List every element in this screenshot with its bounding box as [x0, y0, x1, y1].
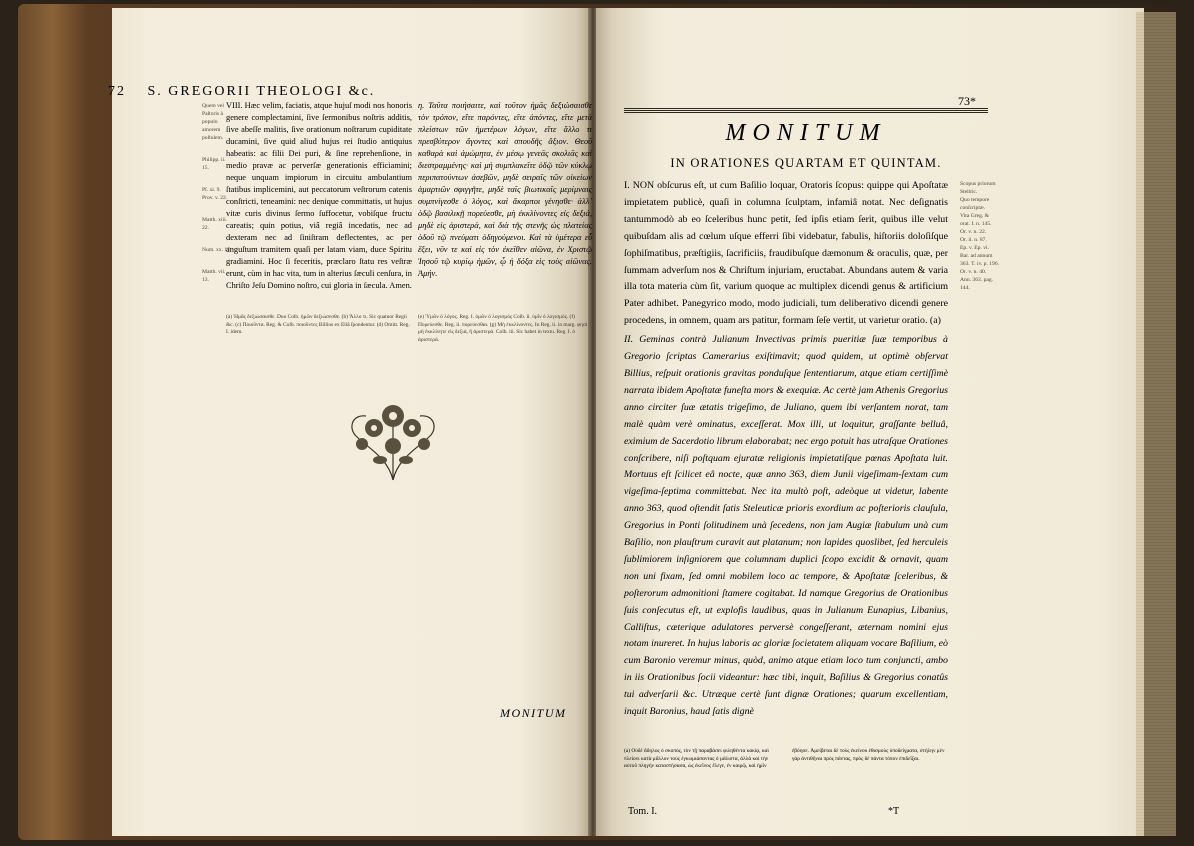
right-footnote: (a) Οὐδὲ ἄδηλος ὁ σκοπός, τὸν τῇ παραβάσει φιληθέντα κακίᾳ, καὶ πλείονι κατὰ μᾶλλον τοὺς ἐγκωμιάσαντας ὁ μάλιστα, ἀλλὰ καὶ τὴν αὐτοῦ πληγὴν καταστήσασα, ὡς ἐκεῖνος ἔλεγε, ἐν καιρῷ, καὶ ἡμῖν ἐβόησε. Ἀμείβεται δὲ τοὺς ἐκείνου ἐθισμοὺς ὑποδείγματα, στήλην μὲν γὰρ ἀντιθῆναι πρὸς πάντας, πρὸς δὲ πάντα τόπον ἐπιδεῖξαι.: [624, 748, 945, 769]
right-note: Ann. 363. pag. 144.: [960, 277, 994, 291]
right-margin-notes: [960, 180, 1000, 292]
page-edges: [1136, 12, 1176, 836]
latin-footnotes: (a) Ἡμᾶς δεξιώσαισθε. Duo Colb. ἡμῶν δεξιώσεσθε. (b) Ἄλλο τι. Sic quatuor Regii &c. (c) Ποιοῦντα. Reg. & Colb. ποιοῦντες Billius ex Eliâ ſpondentur. (d) Omitt. Reg. I. idem.: [226, 314, 410, 335]
latin-column: VIII. Hæc velim, faciatis, atque hujuſ modi nos honoris genere complectamini, ſive ſermonibus noſtris additis, ſive abeſſe malitis, ſive orationum noſtrarum cupiditate ducamini, ſive quid aliud hujus rei ſtudio antiquius habeatis: ac filii Dei puri, & ſine reprehenſione, in medio pravæ ac perverſæ generationis efficiamini; neque unquam impiorum in circuitu ambulantium ſtatibus implicemini, aut peccatorum veſtrorum catenis conſtricti, teneamini: nec denique committatis, ut hujus vitæ curis divinus ſermo ſuffocetur, vobiſque fructu careatis; quin potius, viâ regiâ incedatis, nec ad dexteram nec ad ſiniſtram deflectentes, ac per anguſtum tramitem quaſi per latam viam, duce Spiritu gradiamini. Hoc ſi feceritis, præclaro ſtatu res veſtræ erunt, cùm in hac vita, tum in alterius ſæculi cenſura, in Chriſto Jeſu Domino noſtro, cui gloria in ſæcula. Amen.: [226, 101, 412, 290]
left-note: Pſ. xi. 9. Prov. v. 22.: [202, 187, 228, 201]
left-note: Matth. xiii. 22.: [202, 217, 228, 231]
right-note: Quo tempore conſcriptæ.: [960, 197, 990, 211]
catchword: MONITUM: [500, 706, 567, 720]
left-running-head: [108, 84, 375, 100]
section-title: MONITUM: [725, 120, 887, 146]
right-note: Or. ii. n. 87.: [960, 237, 987, 243]
paragraph-1: I. NON obſcurus eſt, ut cum Baſilio loquar, Oratoris ſcopus: quippe qui Apoſtatæ impietatem publicè, quaſi in columna ſculptam, infamiâ notat. Nec deſignatis tantummodò ab eo ſceleribus hunc petit, ſed ipſis etiam ſerit, quibus ille velut quibuſdam alis ad cœlum uſque efferri ſibi videbatur, fabulis, hiſtoriis doloſiſque ſophiſmatibus, præſtigiis, ſacrificiis, fraudibuſque dæmonum & oraculis, quæ, per ſummam adverſum nos & Chriſtum injuriam, eructabat. Abundans autem & varia illa tota materia cùm ſit, varium quoque ac multiplex dicendi genus & artificium Pater adhibet. Panegyrico modo, modo judiciali, tum deliberativo dicendi genere procedens, in omnem, quam ars patitur, formam ſeſe vertit, ut varietur oratio. (a): [624, 180, 948, 327]
top-rule: [624, 108, 988, 111]
left-note: Philipp. ii. 15.: [202, 157, 226, 171]
floral-ornament-icon: [338, 388, 448, 488]
left-running-title: S. GREGORII THEOLOGI &c.: [147, 84, 376, 99]
signature-mark: *T: [888, 806, 900, 817]
top-rule-thin: [624, 112, 988, 113]
left-note: Quem vel Paſtoris à populo amorem poſtulem.: [202, 103, 224, 141]
right-page-number: 73*: [958, 94, 976, 108]
greek-column: η. Ταῦτα ποιήσαιτε, καὶ τοῦτον ἡμᾶς δεξιώσαισθε τὸν τρόπον, εἴτε παρόντες, εἴτε ἀπόντες, εἴτε μετὰ πλείστων τῶν ἡμετέρων λόγων, εἴτε ἄλλο τι πρεσβύτερον ἄγοντες καὶ σπουδῆς ἄξιον. Θεοῦ καθαρὰ καὶ ἀμώμητα, ἐν μέσῳ γενεᾶς σκολιᾶς καὶ διεστραμμένης· καὶ μὴ συμπλακεῖτε ὁδῷ τῶν κύκλῳ περιπατούντων ἀσεβῶν, μηδὲ σειραῖς τῶν οἰκείων ἁμαρτιῶν σφιγγῆτε, μηδὲ ταῖς βιωτικαῖς μερίμναις συμπνίγεσθε ὁ λόγος, καὶ ἄκαρποι γένησθε· ἀλλ᾽ ὁδῷ βασιλικῇ πορεύεσθε, μὴ ἐκκλίνοντες εἰς δεξιά, μηδὲ εἰς ἀριστερά, καὶ διὰ τῆς στενῆς ὡς πλατείας ὁδοῦ τῷ πνεύματι ὁδηγούμενοι. Καὶ τὰ ὑμέτερα εὖ ἕξει, νῦν τε καὶ εἰς τὸν ἐκεῖθεν αἰῶνα, ἐν Χριστῷ Ἰησοῦ τῷ κυρίῳ ἡμῶν, ᾧ ἡ δόξα εἰς τοὺς αἰῶνας. Ἀμήν.: [418, 101, 592, 278]
paragraph-2: II. Geminas contrà Julianum Invectivas primis pueritiæ ſuæ temporibus à Gregorio ſcriptas Camerarius exiſtimavit; quod quidem, ut optimè obſervat Billius, reſpuit orationis gravitas ponduſque ſententiarum, atque etiam certiſſimè narrata ibidem Apoſtatæ funeſta mors & exequiæ. Ac certè jam Athenis Gregorius anno circiter ſuæ ætatis trigeſimo, de Juliano, quem ibi verſantem norat, tam malè quàm verè ominatus, exceſſerat. Mox illi, ut loquitur, graſſante belluâ, eximium de Sacerdotio librum elaborabat; nec ergo potuit has utraſque Orationes conſcribere, niſi poſtquam ejuratæ religionis impietatiſque pœnas Apoſtata luit. Mortuus eſt ſcilicet eâ nocte, quæ anno 363, diem Junii vigeſimam-ſextam cum vigeſima-ſeptima committebat. Nec ita multò poſt, adeòque ut videtur, labente anno 363, quod oſtendit ſatis Steleuticæ prioris exordium ac poſterioris clauſula, Gregorius in Ponti ſolitudinem unà ſecedens, non jam Augiæ ſtabulum unà cum Baſilio, non plauſtrum curavit aut platanum; non lapides quoslibet, ſed herculeis ſublimiorem inſigniorem que columnam duplici ſcopo excidit & ornavit, quam non uni fixam, ſed omni mobilem loco ac tempore, & Apoſtatæ ſceleribus, & poſterorum admonitioni ſtamere cogitabat. Id namque Gregorius de Orationibus ſuis conſecutus eſt, ut explofis laudibus, quas in Julianum Eunapius, Libanius, Calliſtus, cæterique adulatores perversè congeſſerant, æternam nomini ejus notam inureret. In hujus laboris ac gloriæ ſocietatem aliquam vocare Baſilium, eò cum Baronio veremur minus, quòd, animo atque etiam loco tum conjuncti, ambo in iis Orationibus ſocii videantur: hæc tibi, inquit, Baſilius & Gregorius conatûs tui adverſarii &c. Utræque certè ſunt dignæ Orationes; quarum excellentiam, inquit Baronius, haud ſatis dignè: [624, 334, 949, 718]
right-note: Scopus priorum Stelitic.: [960, 181, 996, 195]
right-note: Ep. v. Ep. vi.: [960, 245, 990, 251]
section-subtitle: IN ORATIONES QUARTAM ET QUINTAM.: [670, 156, 942, 170]
greek-footnotes: (e) Ὑμῶν ὁ λόγος. Reg. I. ὑμῶν ὁ λογισμός Colb. ii. ὑμῖν ὁ λογισμός. (f) Πορεύεσθε. Reg. ii. πορεύεσθαι. (g) Μὴ ἐκκλίνοντες. In Reg. ii. in marg. φησὶ μὴ ἐκκλίνητε εἰς δεξιά, ἢ ἀριστερά. Colb. iii. Sic habet in textu. Reg. I. ὁ ἀριστερά.: [418, 314, 588, 343]
right-note: Or. v. n. 22.: [960, 229, 987, 235]
left-page-number: 72: [108, 84, 126, 99]
right-note: Bar. ad annum 363. T. iv. p. 196.: [960, 253, 1000, 267]
volume-mark: Tom. I.: [628, 806, 658, 817]
right-note: Or. v. n. 40.: [960, 269, 987, 275]
left-note: Num. xx. 17.: [202, 247, 232, 253]
left-note: Matth. vii. 13.: [202, 269, 226, 283]
right-note: Vita Greg. & orat. I. n. 145.: [960, 213, 992, 227]
monitum-body: [624, 178, 948, 721]
